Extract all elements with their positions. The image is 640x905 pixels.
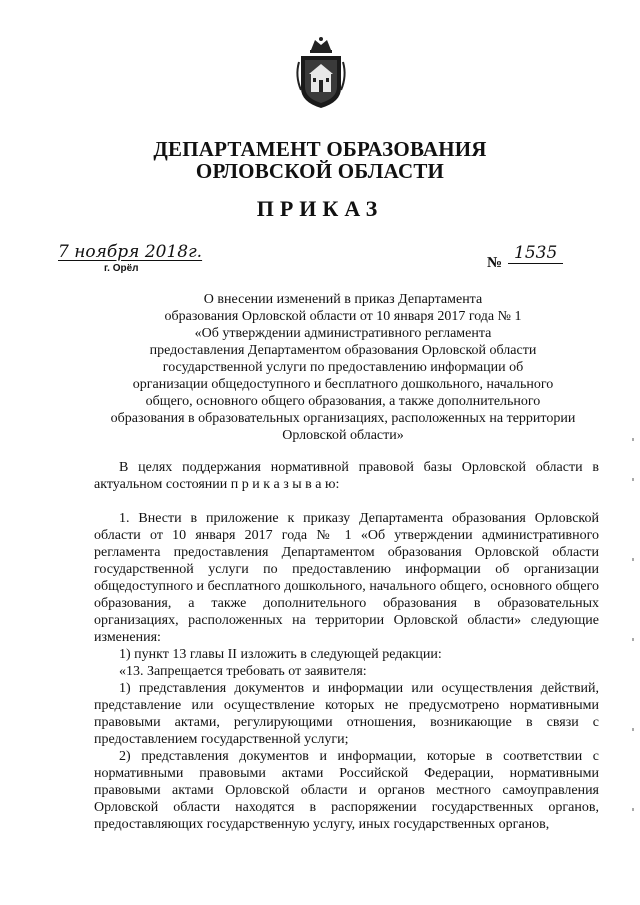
clause-13-item-1: 1) представления документов и информации или осуществления действий, представление или осуществление которых не предусмотрено нормативными правовыми актами, регулирующими отношения, возникающие в связи с предоставлением государственной услуги; [94,681,599,747]
title-line: «Об утверждении административного регламента [194,326,492,341]
title-line: образования в образовательных организациях, расположенных на территории [110,411,576,426]
title-line: государственной услуги по предоставлению информации об [162,360,524,375]
order-body [94,459,599,833]
document-type-heading: ПРИКАЗ [256,196,384,221]
preamble-paragraph: В целях поддержания нормативной правовой базы Орловской области в актуальном состоянии п р и к а з ы в а ю: [94,460,599,492]
subitem-paragraph: 1) пункт 13 главы II изложить в следующей редакции: [119,647,442,662]
department-name-line2: ОРЛОВСКОЙ ОБЛАСТИ [195,159,445,183]
department-name-line1: ДЕПАРТАМЕНТ ОБРАЗОВАНИЯ [153,137,487,161]
title-line: Орловской области» [282,428,404,443]
title-line: организации общедоступного и бесплатного дошкольного, начального [132,377,554,392]
handwritten-date: 7 ноября 2018г. [58,242,203,262]
item-1-paragraph: 1. Внести в приложение к приказу Департамента образования Орловской области от 10 января 2017 года № 1 «Об утверждении административного регламента предоставления Департаментом образования Орловской области государственной услуги по предоставлению информации об организации общедоступного и бесплатного дошкольного, начального общего, основного общего образования, а также дополнительного образования в образовательных организациях, расположенных на территории Орловской области» следующие изменения: [94,511,599,645]
title-line: О внесении изменений в приказ Департамента [203,292,483,307]
scan-margin-marks [632,438,634,868]
title-line: образования Орловской области от 10 января 2017 года № 1 [164,309,522,324]
coat-of-arms-emblem [293,36,349,110]
city-label: г. Орёл [104,263,139,274]
clause-13-item-2: 2) представления документов и информации, которые в соответствии с нормативными правовыми актами Российской Федерации, нормативными правовыми актами Орловской области и органов местного самоуправления Орловской области находятся в распоряжении государственных органов, предоставляющих государственную услугу, иных государственных органов, [94,749,599,832]
clause-13-heading: «13. Запрещается требовать от заявителя: [119,664,367,679]
handwritten-number: 1535 [508,243,563,264]
title-line: предоставления Департаментом образования Орловской области [149,343,537,358]
number-label: № [487,255,503,271]
order-title [86,291,600,444]
title-line: общего, основного общего образования, а также дополнительного [145,394,541,409]
